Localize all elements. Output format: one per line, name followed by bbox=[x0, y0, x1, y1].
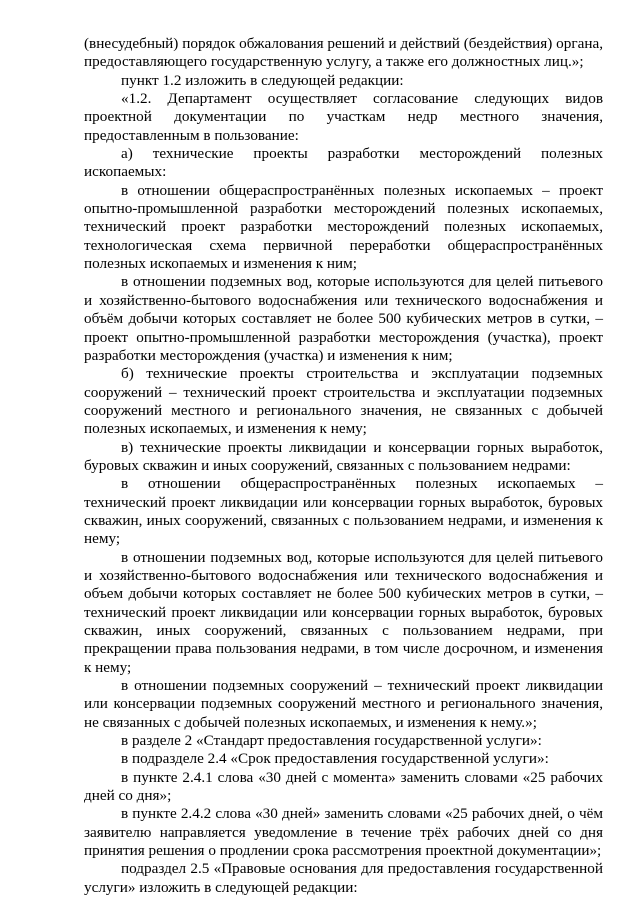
paragraph: б) технические проекты строительства и эксплуатации подземных сооружений – технический проект строительства и эксплуатации подземных сооружений местного и регионального значения, не связанных с добычей полезных ископаемых, и изменения к нему; bbox=[84, 365, 603, 438]
paragraph: в отношении общераспространённых полезных ископаемых – проект опытно-промышленной разработки месторождений полезных ископаемых, технический проект разработки месторождений полезных ископаемых, технологическая схема первичной переработки общераспространённых полезных ископаемых и изменения к ним; bbox=[84, 181, 603, 273]
paragraph: в подразделе 2.4 «Срок предоставления государственной услуги»: bbox=[121, 750, 549, 768]
document-page bbox=[84, 35, 603, 897]
paragraph: в пункте 2.4.2 слова «30 дней» заменить словами «25 рабочих дней, о чём заявителю направляется уведомление в течение трёх рабочих дней со дня принятия решения о продлении срока рассмотрения проектной документации»; bbox=[84, 805, 603, 860]
paragraph: в пункте 2.4.1 слова «30 дней с момента» заменить словами «25 рабочих дней со дня»; bbox=[84, 768, 603, 805]
paragraph: пункт 1.2 изложить в следующей редакции: bbox=[121, 71, 404, 89]
paragraph: в отношении подземных вод, которые используются для целей питьевого и хозяйственно-бытового водоснабжения или технического водоснабжения и объём добычи которых составляет не более 500 кубических метров в сутки, – проект опытно-промышленной разработки месторождения (участка), проект разработки месторождения (участка) и изменения к ним; bbox=[84, 273, 603, 364]
paragraph: подраздел 2.5 «Правовые основания для предоставления государственной услуги» изложить в следующей редакции: bbox=[84, 860, 603, 896]
paragraph: а) технические проекты разработки месторождений полезных ископаемых: bbox=[84, 145, 603, 181]
paragraph: в отношении общераспространённых полезных ископаемых – технический проект ликвидации или консервации горных выработок, буровых скважин, иных сооружений, связанных с пользованием недрами, и изменения к нему; bbox=[84, 475, 603, 548]
paragraph: в отношении подземных сооружений – технический проект ликвидации или консервации подземных сооружений местного и регионального значения, не связанных с добычей полезных ископаемых, и изменения к нему.»; bbox=[84, 677, 603, 731]
paragraph: в) технические проекты ликвидации и консервации горных выработок, буровых скважин и иных сооружений, связанных с пользованием недрами: bbox=[84, 438, 603, 474]
paragraph: в разделе 2 «Стандарт предоставления государственной услуги»: bbox=[121, 732, 542, 750]
paragraph: в отношении подземных вод, которые используются для целей питьевого и хозяйственно-бытового водоснабжения или технического водоснабжения и объем добычи которых составляет не более 500 кубических метров в сутки, – технический проект ликвидации или консервации горных выработок, буровых скважин, иных сооружений, связанных с пользованием недрами, при прекращении права пользования недрами, в том числе досрочном, и изменения к нему; bbox=[84, 548, 603, 676]
paragraph: (внесудебный) порядок обжалования решений и действий (бездействия) органа, предоставляющего государственную услугу, а также его должностных лиц.»; bbox=[84, 35, 603, 71]
paragraph: «1.2. Департамент осуществляет согласование следующих видов проектной документации по участкам недр местного значения, предоставленным в пользование: bbox=[84, 90, 603, 144]
